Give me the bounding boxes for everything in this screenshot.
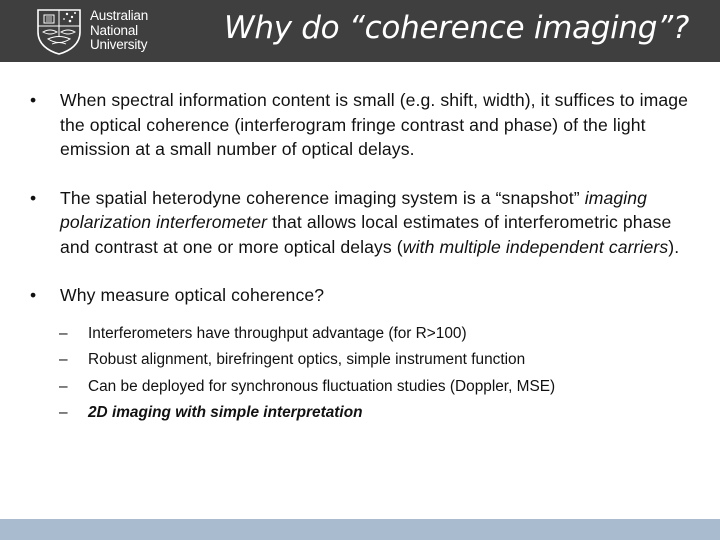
- logo-line-2: National: [90, 22, 138, 38]
- dash-marker: –: [59, 351, 68, 368]
- bullet-text-italic: with multiple independent carriers: [402, 236, 669, 257]
- sub-bullet-text-emphasis: 2D imaging with simple interpretation: [88, 404, 363, 421]
- crest-icon: [34, 6, 84, 56]
- sub-bullet-item: [30, 374, 690, 401]
- logo-wordmark: [90, 9, 148, 53]
- bullet-marker: •: [30, 187, 37, 208]
- bullet-text: ).: [668, 236, 680, 257]
- bullet-item-1: [30, 88, 690, 162]
- sub-bullet-text: Robust alignment, birefringent optics, simple instrument function: [88, 351, 526, 368]
- footer-bar: [0, 519, 720, 540]
- logo-line-3: University: [90, 37, 148, 52]
- slide-title: Why do “coherence imaging”?: [224, 10, 690, 46]
- bullet-item-2: [30, 186, 690, 260]
- dash-marker: –: [59, 377, 68, 395]
- sub-bullet-item: [30, 400, 690, 427]
- bullet-text: When spectral information content is small (e.g. shift, width), it suffices to image the optical coherence (interferogram fringe contrast and phase) of the light emission at a small number of optical delays.: [60, 90, 689, 159]
- bullet-text: that allows local estimates of interferometric phase and contrast at one or more optical delays (: [60, 212, 672, 257]
- sub-bullet-item: [30, 321, 690, 348]
- bullet-item-3: [30, 283, 690, 308]
- bullet-text: Why measure optical coherence?: [60, 285, 325, 305]
- header-bar: [0, 0, 720, 62]
- bullet-text-italic: imaging polarization interferometer: [60, 187, 648, 232]
- logo-line-1: Australian: [90, 8, 149, 23]
- sub-bullet-text: Can be deployed for synchronous fluctuation studies (Doppler, MSE): [88, 377, 556, 395]
- bullet-marker: •: [30, 90, 37, 110]
- university-logo: [34, 6, 164, 56]
- dash-marker: –: [59, 324, 68, 342]
- dash-marker: –: [59, 404, 68, 421]
- bullet-text: The spatial heterodyne coherence imaging system is a “snapshot”: [60, 187, 585, 208]
- bullet-marker: •: [30, 285, 37, 305]
- slide-body: [30, 88, 690, 427]
- sub-bullet-list: [30, 321, 690, 427]
- sub-bullet-text: Interferometers have throughput advantage (for R>100): [88, 324, 467, 342]
- sub-bullet-item: [30, 347, 690, 374]
